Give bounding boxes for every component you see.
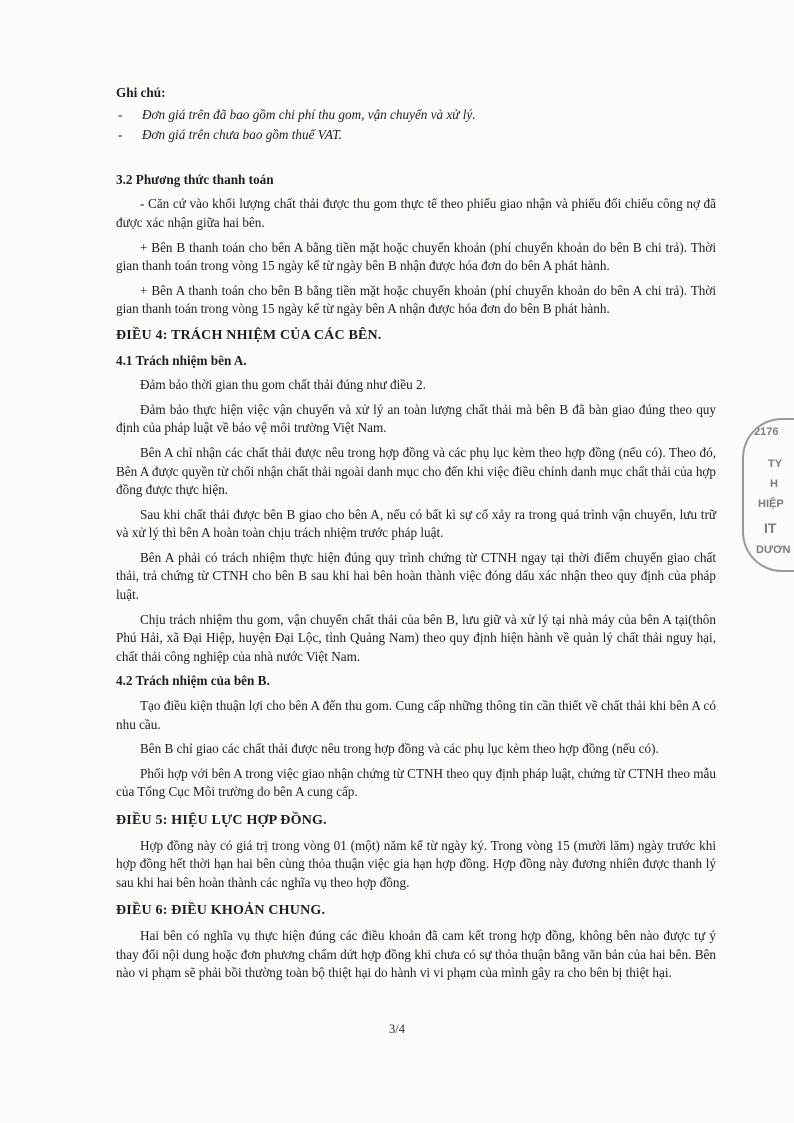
stamp-text: 2176 (754, 426, 779, 438)
paragraph: Chịu trách nhiệm thu gom, vận chuyển chất thải của bên B, lưu giữ và xử lý tại nhà máy của bên A tại(thôn Phú Hải, xã Đại Hiệp, huyện Đại Lộc, tỉnh Quảng Nam) theo quy định hiện hành về quản lý chất thải nguy hại, chất thải công nghiệp của nhà nước Việt Nam. (116, 611, 716, 664)
page-content (116, 84, 716, 989)
paragraph: - Căn cứ vào khối lượng chất thải được thu gom thực tế theo phiếu giao nhận và phiếu đối chiếu công nợ đã được xác nhận giữa hai bên. (116, 196, 716, 230)
paragraph: Bên A phải có trách nhiệm thực hiện đúng quy trình chứng từ CTNH ngay tại thời điểm chuyển giao chất thải, trả chứng từ CTNH cho bên B sau khi hai bên hoàn thành việc đóng dấu xác nhận theo quy định của pháp luật. (116, 549, 716, 603)
paragraph: Phối hợp với bên A trong việc giao nhận chứng từ CTNH theo quy định pháp luật, chứng từ CTNH theo mẫu của Tổng Cục Môi trường do bên A cung cấp. (116, 765, 716, 800)
notes-block (116, 84, 716, 145)
stamp-text: IT (764, 520, 777, 536)
article-6-heading: ĐIỀU 6: ĐIỀU KHOẢN CHUNG. (116, 903, 326, 919)
paragraph: Bên A chỉ nhận các chất thải được nêu trong hợp đồng và các phụ lục kèm theo hợp đồng (nếu có). Theo đó, Bên A được quyền từ chối nhận chất thải ngoài danh mục cho đến khi việc điều chỉnh danh mục chất thải của hợp đồng được thực hiện. (116, 444, 716, 498)
section-4-1-title: 4.1 Trách nhiệm bên A. (116, 352, 247, 368)
paragraph: + Bên A thanh toán cho bên B bằng tiền mặt hoặc chuyển khoản (phí chuyển khoản do bên A chi trả). Thời gian thanh toán trong vòng 15 ngày kể từ ngày bên A nhận được hóa đơn do bên B phát hành. (116, 282, 716, 317)
paragraph: + Bên B thanh toán cho bên A bằng tiền mặt hoặc chuyển khoản (phí chuyển khoản do bên B chi trả). Thời gian thanh toán trong vòng 15 ngày kể từ ngày bên B nhận được hóa đơn do bên A phát hành. (116, 239, 716, 274)
bullet-dash: - (118, 127, 123, 143)
bullet-dash: - (118, 106, 123, 122)
stamp-text: TY (768, 458, 783, 470)
note-text: Đơn giá trên chưa bao gồm thuế VAT. (142, 127, 343, 143)
section-4-2-title: 4.2 Trách nhiệm của bên B. (116, 673, 270, 689)
stamp-text: DƯƠN (756, 544, 791, 556)
article-5-heading: ĐIỀU 5: HIỆU LỰC HỢP ĐỒNG. (116, 813, 327, 828)
company-stamp-fragment (742, 418, 794, 572)
paragraph: Đảm bảo thời gian thu gom chất thải đúng như điều 2. (140, 377, 426, 393)
paragraph: Tạo điều kiện thuận lợi cho bên A đến thu gom. Cung cấp những thông tin cần thiết về chất thải khi bên A có nhu cầu. (116, 698, 716, 732)
stamp-text: HIỆP (758, 498, 784, 510)
note-text: Đơn giá trên đã bao gồm chi phí thu gom, vận chuyển và xử lý. (142, 106, 476, 122)
note-item (116, 106, 716, 125)
article-4-heading: ĐIỀU 4: TRÁCH NHIỆM CỦA CÁC BÊN. (116, 327, 382, 343)
note-item (116, 126, 716, 145)
paragraph: Hai bên có nghĩa vụ thực hiện đúng các điều khoản đã cam kết trong hợp đồng, không bên nào được tự ý thay đổi nội dung hoặc đơn phương chấm dứt hợp đồng khi chưa có sự thỏa thuận bằng văn bản của hai bên. Bên nào vi phạm sẽ phải bồi thường toàn bộ thiệt hại do hành vi vi phạm của mình gây ra cho bên bị thiệt hại. (116, 927, 716, 981)
page-number: 3/4 (389, 1022, 405, 1036)
paragraph: Bên B chỉ giao các chất thải được nêu trong hợp đồng và các phụ lục kèm theo hợp đồng (nếu có). (140, 741, 659, 757)
paragraph: Sau khi chất thải được bên B giao cho bên A, nếu có bất kì sự cố xảy ra trong quá trình vận chuyển, lưu trữ và xử lý thì bên A hoàn toàn chịu trách nhiệm trước pháp luật. (116, 506, 716, 541)
paragraph: Hợp đồng này có giá trị trong vòng 01 (một) năm kể từ ngày ký. Trong vòng 15 (mười lăm) ngày trước khi hợp đồng hết thời hạn hai bên cùng thỏa thuận việc gia hạn hợp đồng. Hợp đồng này đương nhiên được thanh lý sau khi hai bên hoàn thành các nghĩa vụ theo hợp đồng. (116, 837, 716, 890)
stamp-text: H (770, 478, 778, 490)
section-3-2-title: 3.2 Phương thức thanh toán (116, 171, 274, 187)
notes-title: Ghi chú: (116, 85, 166, 100)
paragraph: Đảm bảo thực hiện việc vận chuyển và xử lý an toàn lượng chất thải mà bên B đã bàn giao đúng theo quy định của pháp luật về bảo vệ môi trường Việt Nam. (116, 401, 716, 436)
